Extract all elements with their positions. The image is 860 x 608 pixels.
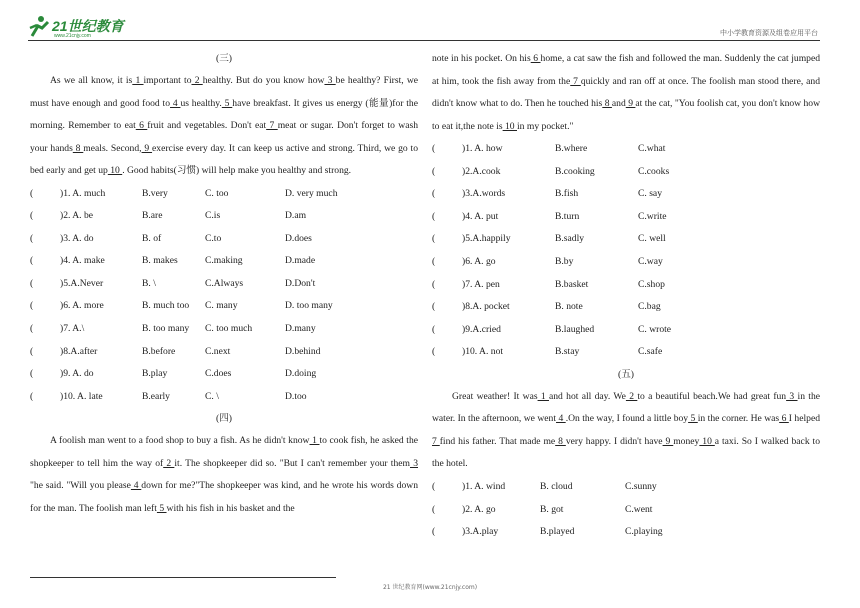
option-a: )10. A. not bbox=[462, 346, 504, 358]
answer-blank: 10 bbox=[107, 165, 123, 176]
answer-blank: 2 bbox=[191, 75, 203, 86]
answer-blank: 10 bbox=[502, 120, 517, 132]
option-a: )9. A. do bbox=[60, 368, 94, 380]
option-b: B.basket bbox=[555, 278, 589, 290]
option-b: B.before bbox=[142, 345, 176, 357]
option-a: )8.A.after bbox=[60, 345, 98, 357]
option-c: C.what bbox=[638, 143, 666, 154]
passage-text: to cook fish, he asked the shopkeeper to tell him the way of bbox=[30, 435, 418, 469]
passage-text: down for me?"The shopkeeper was kind, and he wrote his words down for the man. The foolish man left bbox=[30, 480, 418, 514]
answer-paren[interactable]: ( bbox=[432, 188, 436, 200]
option-b: B. got bbox=[540, 503, 564, 515]
option-d: D.doing bbox=[285, 368, 317, 380]
option-c: C.Always bbox=[205, 277, 244, 289]
question-row bbox=[30, 363, 418, 386]
option-b: B. makes bbox=[142, 255, 178, 267]
answer-paren[interactable]: ( bbox=[432, 301, 436, 313]
option-d: D.many bbox=[285, 323, 316, 335]
passage-text: money bbox=[673, 435, 700, 447]
answer-paren[interactable]: ( bbox=[30, 277, 34, 289]
section-4-title: (四) bbox=[216, 413, 232, 425]
section-3-passage bbox=[30, 70, 418, 183]
answer-blank: 6 bbox=[779, 413, 789, 425]
answer-paren[interactable]: ( bbox=[30, 323, 34, 335]
passage-text: us healthy. bbox=[180, 97, 222, 109]
answer-paren[interactable]: ( bbox=[432, 323, 436, 335]
answer-paren[interactable]: ( bbox=[432, 503, 436, 515]
option-c: C. say bbox=[638, 188, 662, 200]
option-c: C.making bbox=[205, 255, 243, 267]
answer-paren[interactable]: ( bbox=[30, 255, 34, 267]
answer-blank: 3 bbox=[410, 457, 418, 469]
option-c: C. well bbox=[638, 233, 666, 245]
option-c: C.sunny bbox=[625, 480, 657, 492]
passage-text: Great weather! It was bbox=[452, 390, 538, 402]
answer-blank: 6 bbox=[530, 53, 541, 64]
question-row bbox=[432, 499, 820, 522]
answer-blank: 9 bbox=[625, 98, 636, 109]
question-row bbox=[432, 183, 820, 206]
option-a: )5.A.happily bbox=[462, 233, 511, 245]
option-a: )7. A.\ bbox=[60, 323, 85, 335]
passage-text: fruit and vegetables. Don't eat bbox=[147, 120, 267, 131]
option-a: )1. A. how bbox=[462, 143, 503, 154]
option-b: B.fish bbox=[555, 188, 579, 200]
question-row bbox=[432, 319, 820, 342]
option-c: C.cooks bbox=[638, 165, 670, 177]
question-row bbox=[30, 341, 418, 364]
option-b: B.stay bbox=[555, 346, 580, 358]
question-row bbox=[30, 295, 418, 318]
option-c: C. \ bbox=[205, 390, 219, 402]
logo-text: 21世纪教育 bbox=[52, 18, 124, 34]
section-5-passage bbox=[432, 386, 820, 476]
answer-blank: 8 bbox=[72, 142, 84, 154]
answer-blank: 3 bbox=[324, 75, 336, 86]
passage-text: A foolish man went to a food shop to buy a fish. As he didn't know bbox=[50, 435, 310, 447]
option-c: C.playing bbox=[625, 526, 663, 538]
passage-text: note in his pocket. On his bbox=[432, 53, 531, 64]
passage-text: important to bbox=[143, 75, 192, 86]
question-row bbox=[432, 341, 820, 364]
question-row bbox=[432, 296, 820, 319]
option-a: )8.A. pocket bbox=[462, 301, 510, 313]
answer-paren[interactable]: ( bbox=[432, 233, 436, 245]
right-column bbox=[432, 48, 820, 544]
answer-paren[interactable]: ( bbox=[432, 165, 436, 177]
answer-blank: 1 bbox=[537, 390, 549, 402]
answer-paren[interactable]: ( bbox=[30, 187, 34, 199]
answer-blank: 10 bbox=[699, 435, 715, 447]
passage-text: meat or sugar. Don't forget to wash your hands bbox=[30, 120, 419, 154]
option-c: C.shop bbox=[638, 278, 665, 290]
option-b: B. much too bbox=[142, 300, 190, 312]
passage-text: it. The shopkeeper did so. "But I can't remember your them bbox=[174, 457, 410, 469]
option-a: )3. A. do bbox=[60, 232, 94, 244]
option-d: D. very much bbox=[285, 187, 338, 199]
option-b: B.played bbox=[540, 526, 575, 538]
question-row bbox=[30, 228, 418, 251]
question-row bbox=[432, 228, 820, 251]
answer-blank: 7 bbox=[266, 120, 278, 131]
option-d: D.made bbox=[285, 255, 316, 267]
answer-blank: 7 bbox=[570, 75, 581, 87]
passage-text: have breakfast. It gives us energy (能量)for the morning. Remember to eat bbox=[30, 97, 418, 131]
answer-blank: 8 bbox=[555, 435, 566, 447]
option-c: C. too much bbox=[205, 323, 253, 335]
option-a: )7. A. pen bbox=[462, 278, 500, 290]
header-divider bbox=[28, 40, 820, 41]
answer-paren[interactable]: ( bbox=[432, 210, 436, 222]
answer-blank: 4 bbox=[556, 413, 566, 425]
option-c: C.to bbox=[205, 232, 222, 244]
passage-text: exercise every day. It can keep us active and strong. Third, we go to bed early and get up bbox=[30, 142, 419, 176]
question-row bbox=[30, 386, 418, 409]
option-b: B.early bbox=[142, 390, 170, 402]
answer-blank: 5 bbox=[221, 97, 233, 109]
answer-blank: 1 bbox=[132, 75, 144, 86]
question-row bbox=[432, 274, 820, 297]
option-c: C.way bbox=[638, 255, 663, 267]
answer-paren[interactable]: ( bbox=[30, 390, 34, 402]
option-a: )1. A. much bbox=[60, 187, 106, 199]
section-4-questions bbox=[432, 138, 820, 364]
answer-blank: 5 bbox=[688, 413, 698, 425]
answer-blank: 7 bbox=[432, 435, 440, 447]
option-a: )10. A. late bbox=[60, 390, 103, 402]
answer-blank: 5 bbox=[156, 502, 167, 514]
question-row bbox=[432, 138, 820, 161]
answer-blank: 2 bbox=[163, 457, 175, 469]
answer-paren[interactable]: ( bbox=[30, 300, 34, 312]
option-d: D. too many bbox=[285, 300, 333, 312]
answer-blank: 4 bbox=[170, 97, 181, 109]
section-4-passage-part2 bbox=[432, 48, 820, 138]
option-b: B. \ bbox=[142, 277, 156, 289]
option-b: B.turn bbox=[555, 210, 580, 222]
passage-text: in the corner. He was bbox=[697, 413, 780, 425]
option-c: C. wrote bbox=[638, 323, 672, 335]
option-c: C.write bbox=[638, 210, 667, 222]
option-b: B.sadly bbox=[555, 233, 585, 245]
option-a: )2.A.cook bbox=[462, 165, 501, 177]
passage-text: be healthy? First, we must have enough and good food to bbox=[30, 75, 419, 109]
passage-text: in my pocket." bbox=[517, 120, 574, 132]
answer-paren[interactable]: ( bbox=[432, 255, 436, 267]
section-5-questions bbox=[432, 476, 820, 544]
footer-source: 21 世纪教育网(www.21cnjy.com) bbox=[382, 584, 478, 591]
answer-paren[interactable]: ( bbox=[30, 368, 34, 380]
question-row bbox=[432, 161, 820, 184]
passage-text: healthy. But do you know how bbox=[202, 75, 325, 86]
option-c: C.does bbox=[205, 368, 232, 380]
question-row bbox=[432, 206, 820, 229]
question-row bbox=[432, 251, 820, 274]
question-row bbox=[30, 318, 418, 341]
option-a: )3.A.play bbox=[462, 526, 499, 538]
passage-text: .On the way, I found a little boy bbox=[565, 413, 689, 425]
option-b: B.by bbox=[555, 255, 574, 267]
answer-paren[interactable]: ( bbox=[30, 345, 34, 357]
passage-text: . Good habits(习惯) will help make you healthy and strong. bbox=[122, 165, 352, 176]
answer-paren[interactable]: ( bbox=[30, 210, 34, 222]
answer-paren[interactable]: ( bbox=[30, 232, 34, 244]
logo-url: www.21cnjy.com bbox=[54, 33, 91, 39]
option-d: D.too bbox=[285, 390, 307, 402]
answer-blank: 9 bbox=[662, 435, 674, 447]
answer-paren[interactable]: ( bbox=[432, 480, 436, 492]
passage-text: with his fish in his basket and the bbox=[166, 502, 295, 514]
passage-text: at the cat, "You foolish cat, you don't know how to eat it,the note is bbox=[432, 98, 821, 132]
answer-blank: 2 bbox=[625, 390, 638, 402]
option-b: B.cooking bbox=[555, 165, 595, 177]
passage-text: very happy. I didn't have bbox=[565, 435, 663, 447]
option-a: )9.A.cried bbox=[462, 323, 501, 335]
answer-paren[interactable]: ( bbox=[432, 143, 436, 154]
header-platform-text: 中小学教育资源及组卷应用平台 bbox=[720, 29, 818, 37]
passage-text: I helped bbox=[788, 413, 820, 425]
option-c: C.safe bbox=[638, 346, 663, 358]
option-b: B. note bbox=[555, 301, 583, 313]
answer-blank: 6 bbox=[135, 120, 148, 131]
option-d: D.am bbox=[285, 210, 307, 222]
answer-blank: 8 bbox=[602, 98, 612, 109]
option-b: B.are bbox=[142, 210, 163, 222]
option-a: )4. A. put bbox=[462, 210, 499, 222]
option-c: C.bag bbox=[638, 301, 661, 313]
option-b: B.very bbox=[142, 187, 168, 199]
passage-text: As we all know, it is bbox=[50, 75, 133, 86]
answer-paren[interactable]: ( bbox=[432, 526, 436, 538]
passage-text: meals. Second, bbox=[83, 142, 142, 154]
answer-blank: 4 bbox=[130, 480, 142, 492]
option-a: )3.A.words bbox=[462, 188, 506, 200]
left-column bbox=[30, 48, 418, 520]
option-a: )6. A. more bbox=[60, 300, 104, 312]
question-row bbox=[432, 476, 820, 499]
option-c: C.went bbox=[625, 503, 653, 515]
footer-divider bbox=[30, 577, 336, 578]
option-d: D.Don't bbox=[285, 277, 316, 289]
option-b: B. too many bbox=[142, 323, 190, 335]
section-4-passage-part1 bbox=[30, 430, 418, 520]
option-d: D.behind bbox=[285, 345, 321, 357]
question-row bbox=[30, 273, 418, 296]
section-3-questions bbox=[30, 183, 418, 409]
question-row bbox=[30, 183, 418, 206]
page-header bbox=[0, 0, 860, 42]
question-row bbox=[432, 521, 820, 544]
option-b: B.play bbox=[142, 368, 168, 380]
section-5-title: (五) bbox=[618, 368, 634, 380]
option-c: C.is bbox=[205, 210, 221, 222]
answer-paren[interactable]: ( bbox=[432, 278, 436, 290]
passage-text: find his father. That made me bbox=[439, 435, 556, 447]
option-b: B. cloud bbox=[540, 480, 573, 492]
passage-text: "he said. "Will you please bbox=[30, 480, 131, 492]
option-c: C.next bbox=[205, 345, 231, 357]
passage-text: and hot all day. We bbox=[548, 390, 626, 402]
option-c: C. many bbox=[205, 300, 238, 312]
passage-text: a taxi. So I walked back to the hotel. bbox=[432, 435, 821, 470]
passage-text: quickly and ran off at once. The foolish man stood there, and didn't know what to do. Then he touched his bbox=[432, 75, 820, 109]
option-b: B.where bbox=[555, 143, 588, 154]
option-b: B. of bbox=[142, 232, 162, 244]
passage-text: and bbox=[611, 98, 626, 109]
passage-text: in the water. In the afternoon, we went bbox=[432, 390, 821, 425]
answer-blank: 1 bbox=[309, 435, 320, 447]
option-a: )5.A.Never bbox=[60, 277, 104, 289]
option-a: )4. A. make bbox=[60, 255, 105, 267]
option-c: C. too bbox=[205, 187, 229, 199]
answer-paren[interactable]: ( bbox=[432, 346, 436, 358]
option-a: )2. A. go bbox=[462, 503, 496, 515]
option-a: )6. A. go bbox=[462, 255, 496, 267]
option-a: )2. A. be bbox=[60, 210, 94, 222]
section-3-title: (三) bbox=[216, 53, 232, 64]
passage-text: home, a cat saw the fish and followed the man. Suddenly the cat jumped at him, took the fish away from the bbox=[432, 53, 821, 87]
question-row bbox=[30, 250, 418, 273]
logo-icon bbox=[28, 14, 50, 38]
option-b: B.laughed bbox=[555, 323, 595, 335]
option-a: )1. A. wind bbox=[462, 480, 506, 492]
answer-blank: 3 bbox=[786, 390, 798, 402]
passage-text: to a beautiful beach.We had great fun bbox=[637, 390, 787, 402]
answer-blank: 9 bbox=[141, 142, 153, 154]
option-d: D.does bbox=[285, 232, 312, 244]
question-row bbox=[30, 205, 418, 228]
